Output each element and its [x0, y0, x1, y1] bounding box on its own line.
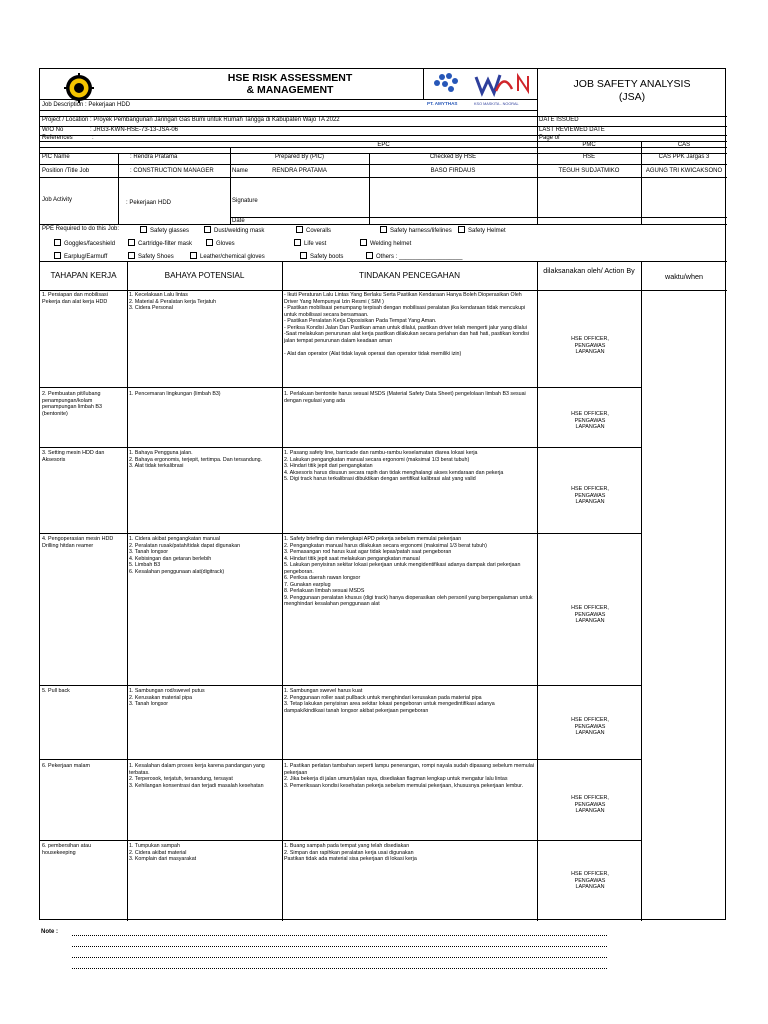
action-by-6: HSE OFFICER, PENGAWAS LAPANGAN — [571, 795, 609, 815]
hazard-item: 3. Cidera Personal — [129, 305, 173, 311]
jsa-title-line2: (JSA) — [618, 91, 646, 103]
hazard-item: 3. Tanah longsor — [129, 701, 169, 707]
date-issued: DATE ISSUED — [539, 117, 579, 123]
action-item: - Ikuti Peraturan Lalu Lintas Yang Berlaku Serta Pastikan Kendaraan Hanya Boleh Dioperasikan Oleh Driver Yang Mempunyai Izin Resmi ( SIM ) — [284, 292, 522, 305]
ppe-leather-gloves[interactable]: Leather/chemical gloves — [190, 252, 265, 261]
action-item: 2. Jika bekerja di jalan umum/jalan raya, disediakan flagman lengkap untuk mengatur lalu lintas — [284, 776, 508, 782]
action-item: 9. Penggunaan peralatan khusus (digi track) hanya dioperasikan oleh personil yang berpengalaman untuk menghindari kesalahan penggunaan alat — [284, 594, 533, 607]
date-label: Date — [232, 218, 245, 224]
col-tahapan-kerja: TAHAPAN KERJA — [50, 271, 117, 280]
step-5: 5. Pull back — [42, 688, 70, 694]
hazards-7 — [129, 843, 281, 863]
cas-ppk-label: CAS PPK Jargas 3 — [658, 154, 710, 160]
action-item: 2. Penggunaan roller saat pullback untuk menghindari kerusakan pada material pipa — [284, 694, 482, 701]
prepared-by-label: Prepared By (PIC) — [274, 154, 325, 160]
action-by-3: HSE OFFICER, PENGAWAS LAPANGAN — [571, 486, 609, 506]
action-item: 3. Tetap lakukan penyisiran area sekitar lokasi pengeboran untuk mengedintifikasi adanya dampak/kindikasi tanah longsor akibat pekerjaan pengeboran — [284, 701, 495, 714]
action-item: 4. Aksesoris harus disusun secara rapih dan tidak menghalangi akses kendaraan dan pekerja — [284, 469, 504, 476]
actions-1 — [284, 292, 534, 357]
action-item: 7. Gunakan earplug — [284, 581, 331, 588]
action-by-4: HSE OFFICER, PENGAWAS LAPANGAN — [571, 605, 609, 625]
action-item: 1. Pasang safety line, barricade dan rambu-rambu keselamatan diarea lokasi kerja — [284, 450, 478, 456]
ppe-safety-glasses[interactable]: Safety glasses — [140, 226, 189, 235]
ppe-safety-helmet[interactable]: Safety Helmet — [458, 226, 506, 235]
action-item: - Alat dan operator (Alat tidak layak operasi dan operator tidak memiliki izin) — [284, 350, 462, 357]
project-location: Project / Location : Proyek Pembangunan Jaringan Gas Bumi untuk Rumah Tangga di Kabupaten Wajo TA 2022 — [42, 117, 340, 123]
job-activity-value: : Pekerjaan HDD — [126, 200, 172, 206]
col-action-by: dilaksanakan oleh/ Action By — [543, 266, 635, 275]
action-item: 1. Perlakuan bentonite harus sesuai MSDS (Material Safety Data Sheet) pengelolaan limbah B3 sesuai dengan regulasi yang ada — [284, 391, 526, 404]
action-item: 2. Pengangkatan manual harus dilakukan secara ergonomi (maksimal 1/3 berat tubuh) — [284, 542, 487, 549]
hazard-item: 3. Alat tidak terkalibrasi — [129, 463, 184, 469]
action-item: 1. Pastikan perlatan tambahan seperti lampu penerangan, rompi nayala sudah dipasang sebelum memulai pekerjaan — [284, 763, 534, 776]
actions-3 — [284, 450, 534, 483]
actions-2 — [284, 391, 534, 404]
action-item: - Pastikan mobilisasi penumpang terpisah dengan mobilisasi peralatan jika kendaraan tidak mencukupi untuk mobilisasi secara bersamaan. — [284, 305, 526, 318]
pic-name-value: : Rendra Pratama — [130, 154, 178, 160]
ppe-others[interactable]: Others : ___________________ — [366, 252, 462, 261]
hazard-item: 3. Tanah longsor — [129, 549, 169, 555]
step-1: 1. Persiapan dan mobilisasi Pekerja dan alat kerja HDD — [42, 292, 108, 305]
col-bahaya-potensial: BAHAYA POTENSIAL — [164, 271, 245, 280]
ppe-safety-shoes[interactable]: Safety Shoes — [128, 252, 174, 261]
actions-4 — [284, 536, 534, 608]
hazard-item: 2. Bahaya ergonomis, terjepit, tertimpa. Dan tersandung. — [129, 456, 263, 463]
ppe-dust-mask[interactable]: Dust/welding mask — [204, 226, 264, 235]
name-prepared: RENDRA PRATAMA — [272, 168, 327, 174]
checked-by-label: Checked By HSE — [429, 154, 477, 160]
hazard-item: 2. Peralatan rusak/patah/tidak dapat digunakan — [129, 542, 241, 549]
ppe-safety-boots[interactable]: Safety boots — [300, 252, 343, 261]
action-item: Pastikan tidak ada material sisa pekerjaan di lokasi kerja — [284, 856, 417, 862]
ppe-label: PPE Required to do this Job: — [42, 226, 120, 232]
partner1-name: PT. AMYTHAS — [427, 101, 458, 106]
jsa-sheet — [39, 68, 726, 920]
step-7: 6. pembersihan atau housekeeping — [42, 843, 92, 856]
action-item: 3. Pemeriksaan kondisi kesehatan pekerja sebelum memulai pekerjaan, khususnya pekerjaan lembur. — [284, 782, 524, 789]
ppe-welding-helmet[interactable]: Welding helmet — [360, 239, 411, 248]
hazard-item: 1. Kecelakaan Lalu lintas — [129, 292, 188, 298]
ppe-safety-harness[interactable]: Safety harness/lifelines — [380, 226, 452, 235]
actions-6 — [284, 763, 534, 789]
ppe-earplug[interactable]: Earplug/Earmuff — [54, 252, 107, 261]
actions-5 — [284, 688, 534, 714]
action-by-1: HSE OFFICER, PENGAWAS LAPANGAN — [571, 336, 609, 356]
hazards-4 — [129, 536, 281, 575]
jsa-title — [537, 78, 727, 104]
wo-label: W/O No — [42, 127, 64, 133]
name-cas: AGUNG TRI KWICAKSONO — [645, 168, 723, 174]
step-3: 3. Setting mesin HDD dan Aksesoris — [42, 450, 105, 463]
note-line-4[interactable] — [72, 968, 607, 969]
hazard-item: 2. Material & Peralatan kerja Terjatuh — [129, 298, 217, 305]
action-item: -Saat melakukan penurunan alat kerja pastikan dilakukan secara perlahan dan hati hati, pastikan kondisi jalan tempat penurunan dalam keadaan aman — [284, 331, 529, 344]
action-item: 5. Lakukan penyisiran sekitar lokasi pekerjaan untuk mengidentifikasi adanya dampak dari pekerjaan pengeboran. — [284, 562, 521, 575]
action-item: 6. Periksa daerah rawan longsor — [284, 575, 361, 581]
hazard-item: 3. Kehilangan konsentrasi dan terjadi masalah kesehatan — [129, 782, 264, 789]
action-item: - Periksa Kondisi Jalan Dan Pastikan aman untuk dilalui, pastikan driver telah mengerti jalur yang dilalui — [284, 324, 527, 331]
hazards-3 — [129, 450, 281, 470]
hazard-item: 5. Limbah B3 — [129, 562, 161, 568]
hazard-item: 1. Pencemaran lingkungan (limbah B3) — [129, 391, 221, 397]
step-4: 4. Pengoperasian mesin HDD Drilling hitdan reamer — [42, 536, 114, 549]
job-description: Job Description : Pekerjaan HDD — [42, 102, 131, 108]
action-item: - Pastikan Peralatan Kerja Diposisikan Pada Tempat Yang Aman. — [284, 318, 437, 324]
note-line-3[interactable] — [72, 957, 607, 958]
col-when: waktu/when — [665, 272, 703, 281]
note-line-2[interactable] — [72, 946, 607, 947]
ppe-cartridge-mask[interactable]: Cartridge-filter mask — [128, 239, 192, 248]
hazards-6 — [129, 763, 281, 789]
ppe-gloves[interactable]: Gloves — [206, 239, 235, 248]
hazard-item: 2. Kerusakan material pipa — [129, 694, 193, 701]
action-item: 4. Hindari titik jepit saat melakukan pengangkatan manual — [284, 555, 420, 562]
hazard-item: 6. Kesalahan penggunaan alat(digitrack) — [129, 568, 225, 575]
references-value: : — [92, 135, 94, 141]
wo-value: : JRG3-KWN-HSE-73-13-JSA-06 — [90, 127, 179, 133]
last-reviewed-date: LAST REVIEWED DATE — [539, 127, 605, 133]
col-tindakan-pencegahan: TINDAKAN PENCEGAHAN — [359, 271, 460, 280]
ppe-goggles[interactable]: Goggles/faceshield — [54, 239, 115, 248]
ppe-life-vest[interactable]: Life vest — [294, 239, 326, 248]
hazard-item: 3. Komplain dari masyarakat — [129, 856, 197, 862]
hazards-1 — [129, 292, 281, 312]
action-by-5: HSE OFFICER, PENGAWAS LAPANGAN — [571, 717, 609, 737]
cas-label: CAS — [677, 142, 691, 148]
hse-title-line1: HSE RISK ASSESSMENT — [227, 72, 353, 84]
action-item: 2. Simpan dan rapihkan peralatan kerja usai digunakan — [284, 849, 414, 856]
hazards-2 — [129, 391, 281, 398]
position-label: Position /Title Job — [42, 168, 90, 174]
epc-label: EPC — [377, 142, 390, 148]
action-item: 1. Safety briefing dan melengkapi APD pekerja sebelum memulai pekerjaan — [284, 536, 462, 542]
page-of: Page of — [539, 135, 560, 141]
hse-title-line2: & MANAGEMENT — [246, 84, 334, 96]
hse-label: HSE — [582, 154, 596, 160]
action-item: 1. Buang sampah pada tempat yang telah disediakan — [284, 843, 410, 849]
hazard-item: 1. Bahaya Pengguna jalan. — [129, 450, 193, 456]
position-value: : CONSTRUCTION MANAGER — [130, 168, 214, 174]
hazards-5 — [129, 688, 281, 708]
note-label: Note : — [41, 929, 58, 935]
name-hse: TEGUH SUDJATMIKO — [558, 168, 620, 174]
action-item: 3. Hindari titik jepit dari pengangkatan — [284, 463, 373, 469]
hazard-item: 1. Sambungan rod/swevel putus — [129, 688, 205, 694]
action-item: 3. Pemasangan rod harus kuat agar tidak lepas/patah saat pengeboran — [284, 549, 452, 555]
partner2-name: KSO MASKITA - NOORAL — [474, 102, 519, 106]
step-2: 2. Pembuatan pit/lubang penampungan/kolam penampungan limbah B3 (bentonite) — [42, 391, 102, 417]
name-checked: BASO FIRDAUS — [430, 168, 476, 174]
action-item: 1. Sambungan swevel harus kuat — [284, 688, 363, 694]
references-label: References — [42, 135, 73, 141]
hse-title — [200, 72, 380, 96]
hazard-item: 2. Cidera akibat material — [129, 849, 187, 856]
actions-7 — [284, 843, 534, 863]
action-item: 2. Lakukan pengangkatan manual secara ergonomi (maksimal 1/3 berat tubuh) — [284, 456, 470, 463]
job-activity-label: Job Activity — [42, 197, 73, 203]
hazard-item: 1. Tumpukan sampah — [129, 843, 180, 849]
action-item: 8. Perlakuan limbah sesuai MSDS — [284, 588, 365, 594]
pic-name-label: PIC Name — [42, 154, 70, 160]
signature-label: Signature — [232, 198, 258, 204]
hazard-item: 4. Kebisingan dan getaran berlebih — [129, 555, 212, 562]
action-by-2: HSE OFFICER, PENGAWAS LAPANGAN — [571, 411, 609, 431]
hazard-item: 1. Cidera akibat pengangkatan manual — [129, 536, 220, 542]
hazard-item: 2. Terperosok, terjatuh, tersandung, tersayat — [129, 776, 233, 782]
step-6: 6. Pekerjaan malam — [42, 763, 90, 769]
jsa-title-line1: JOB SAFETY ANALYSIS — [573, 78, 691, 90]
ppe-coveralls[interactable]: Coveralls — [296, 226, 331, 235]
name-label: Name — [232, 168, 249, 174]
note-line-1[interactable] — [72, 935, 607, 936]
pmc-label: PMC — [582, 142, 596, 148]
action-item: 5. Digi track harus terkalibrasi dibuktikan dengan sertifikat kalibrasi alat yang valid — [284, 476, 476, 482]
action-by-7: HSE OFFICER, PENGAWAS LAPANGAN — [571, 871, 609, 891]
hazard-item: 1. Kesalahan dalam proses kerja karena pandangan yang terbatas. — [129, 763, 265, 776]
